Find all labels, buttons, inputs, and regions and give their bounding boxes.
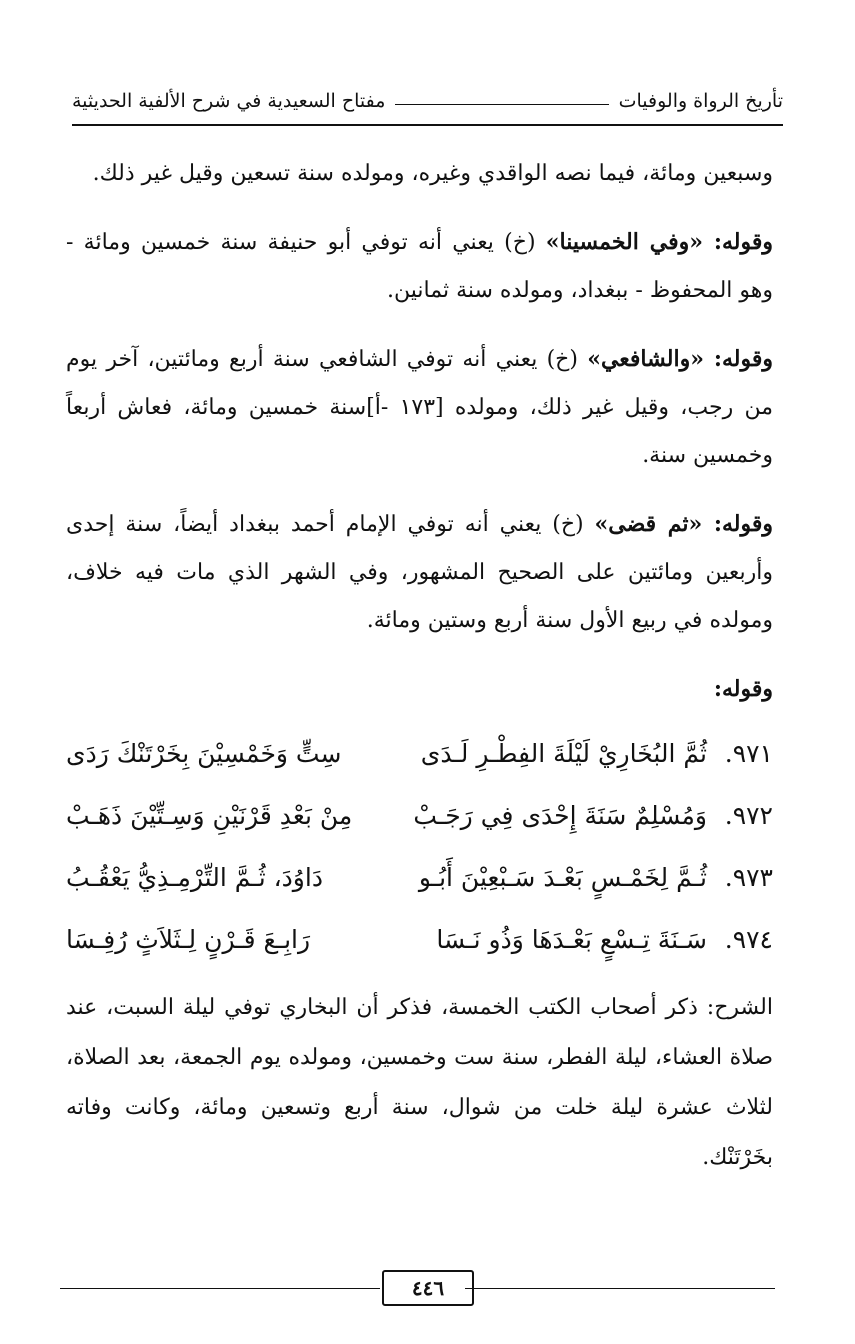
paragraph-text: (خ) يعني أنه توفي أبو حنيفة سنة خمسين ومائة - وهو المحفوظ - ببغداد، ومولده سنة ثمانين. (66, 230, 773, 303)
paragraph-3 (66, 335, 773, 480)
verses-heading: وقوله: (713, 676, 773, 702)
running-header (72, 84, 783, 118)
verse-number: ٩٧٣. (724, 863, 773, 892)
book-title: مفتاح السعيدية في شرح الألفية الحديثية (72, 90, 386, 112)
verse-number: ٩٧٢. (724, 801, 773, 830)
verse-second-hemistich: سِتٍّ وَخَمْسِيْنَ بِخَرْتَنْكَ رَدَى (66, 739, 342, 768)
verse-second-hemistich: دَاوُدَ، ثُـمَّ التِّرْمِـذِيُّ يَعْقُـبُ (66, 863, 323, 892)
paragraph-text: (خ) يعني أنه توفي الإمام أحمد ببغداد أيضاً، سنة إحدى وأربعين ومائتين على الصحيح المشهور، وفي الشهر الذي مات فيه خلاف، ومولده في ربيع الأول سنة أربع وستين ومائة. (66, 512, 773, 633)
paragraph-text: (خ) يعني أنه توفي الشافعي سنة أربع ومائتين، آخر يوم من رجب، وقيل غير ذلك، ومولده [١٧٣ -أ]سنة خمسين ومائة، فعاش أربعاً وخمسين سنة. (66, 347, 773, 468)
page-number: ٤٤٦ (411, 1276, 445, 1300)
page-number-box (382, 1270, 474, 1306)
quote-term: «والشافعي» (587, 346, 704, 372)
quote-prefix: وقوله: (703, 346, 773, 372)
page-footer (60, 1268, 775, 1308)
verse-first-hemistich: ثُـمَّ لِخَمْـسٍ بَعْـدَ سَـبْعِيْنَ أَبُـو (418, 863, 707, 892)
paragraph-4 (66, 500, 773, 645)
verse-row (66, 723, 773, 785)
verse-first-hemistich: ثُمَّ البُخَارِيْ لَيْلَةَ الفِطْـرِ لَـدَى (420, 739, 707, 768)
verse-first-hemistich: سَـنَةَ تِـسْعٍ بَعْـدَهَا وَذُو نَـسَا (436, 925, 707, 954)
verse-number: ٩٧١. (724, 739, 773, 768)
footer-rule-right (465, 1288, 775, 1289)
paragraph-text: وسبعين ومائة، فيما نصه الواقدي وغيره، ومولده سنة تسعين وقيل غير ذلك. (92, 161, 773, 186)
chapter-title: تأريخ الرواة والوفيات (618, 90, 783, 112)
footer-rule-left (60, 1288, 380, 1289)
verse-list (66, 723, 773, 971)
paragraph-2 (66, 218, 773, 315)
quote-term: «وفي الخمسينا» (545, 229, 703, 255)
verse-first-hemistich: وَمُسْلِمٌ سَنَةَ إِحْدَى فِي رَجَـبْ (413, 801, 707, 830)
quote-term: «ثم قضى» (594, 511, 703, 537)
page-body (66, 150, 773, 1203)
verse-second-hemistich: رَابِـعَ قَـرْنٍ لِـثَلاَثٍ رُفِـسَا (66, 925, 311, 954)
verse-row (66, 909, 773, 971)
quote-prefix: وقوله: (702, 229, 773, 255)
header-dash-rule (395, 104, 608, 105)
header-underline (72, 124, 783, 126)
verse-number: ٩٧٤. (724, 925, 773, 954)
verse-row (66, 785, 773, 847)
verse-row (66, 847, 773, 909)
paragraph-1 (66, 150, 773, 198)
verse-second-hemistich: مِنْ بَعْدِ قَرْنَيْنِ وَسِـتِّيْنَ ذَهَـبْ (66, 801, 353, 830)
commentary-paragraph: الشرح: ذكر أصحاب الكتب الخمسة، فذكر أن البخاري توفي ليلة السبت، عند صلاة العشاء، ليلة الفطر، سنة ست وخمسين، ومولده يوم الجمعة، بعد الصلاة، لثلاث عشرة ليلة خلت من شوال، سنة أربع وتسعين ومائة، وكانت وفاته بخَرْتَنْك. (66, 995, 773, 1170)
quote-prefix: وقوله: (702, 511, 773, 537)
